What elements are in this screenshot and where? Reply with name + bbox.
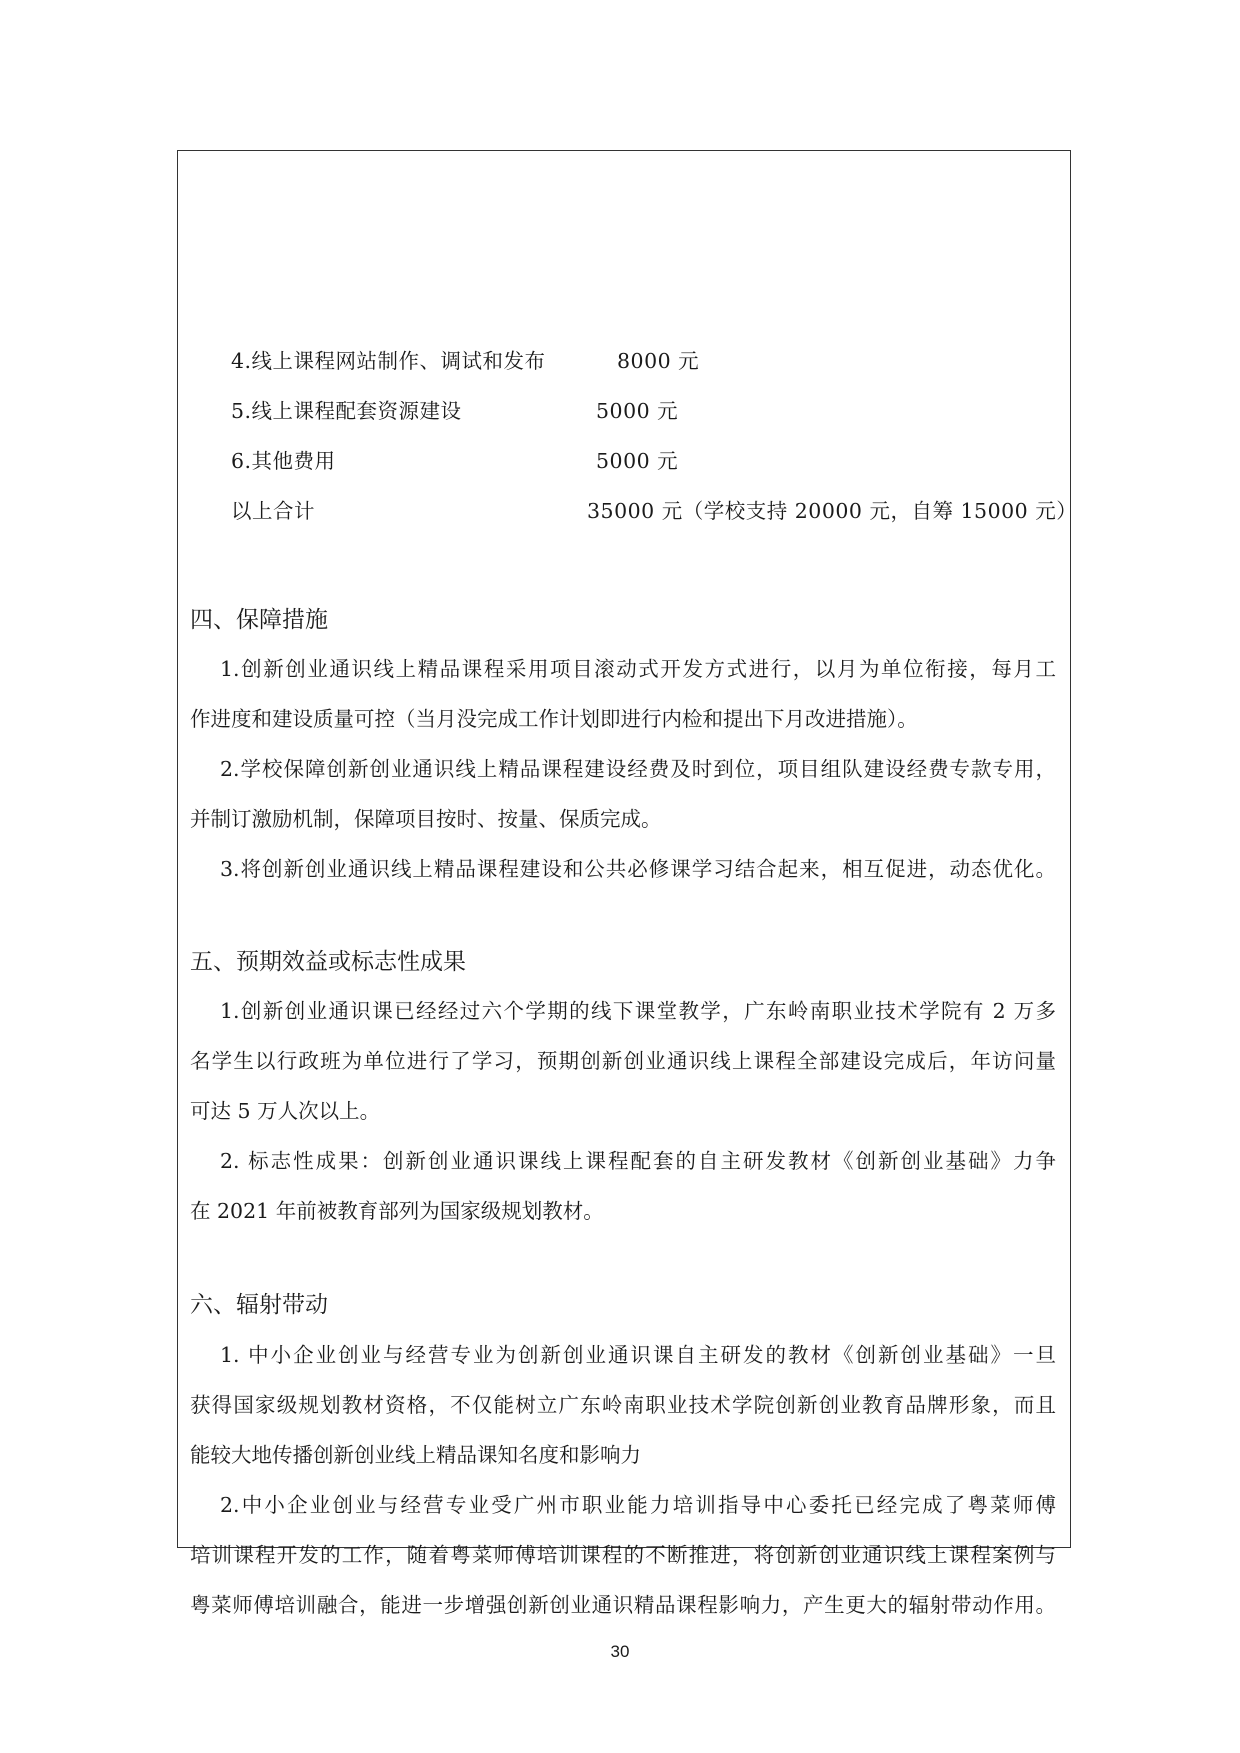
paragraph-line: 在 2021 年前被教育部列为国家级规划教材。 bbox=[190, 1199, 604, 1223]
paragraph-line: 可达 5 万人次以上。 bbox=[190, 1099, 381, 1123]
budget-item-label: 4.线上课程网站制作、调试和发布 bbox=[231, 349, 546, 373]
page-number: 30 bbox=[610, 1642, 630, 1661]
paragraph-line: 3.将创新创业通识线上精品课程建设和公共必修课学习结合起来，相互促进，动态优化。 bbox=[220, 857, 1056, 881]
section-heading-radiation: 六、辐射带动 bbox=[190, 1292, 328, 1318]
budget-total-amount: 35000 元（学校支持 20000 元，自筹 15000 元） bbox=[587, 499, 1078, 523]
budget-item-amount: 8000 元 bbox=[617, 349, 700, 373]
section-heading-safeguards: 四、保障措施 bbox=[190, 607, 328, 633]
paragraph-line: 粤菜师傅培训融合，能进一步增强创新创业通识精品课程影响力，产生更大的辐射带动作用。 bbox=[190, 1593, 1056, 1617]
paragraph-line: 并制订激励机制，保障项目按时、按量、保质完成。 bbox=[190, 807, 662, 831]
budget-item-amount: 5000 元 bbox=[596, 399, 679, 423]
paragraph-line: 2. 标志性成果：创新创业通识课线上课程配套的自主研发教材《创新创业基础》力争 bbox=[220, 1149, 1056, 1173]
budget-item-label: 6.其他费用 bbox=[231, 449, 336, 473]
paragraph-line: 培训课程开发的工作，随着粤菜师傅培训课程的不断推进，将创新创业通识线上课程案例与 bbox=[190, 1543, 1056, 1567]
paragraph-line: 作进度和建设质量可控（当月没完成工作计划即进行内检和提出下月改进措施）。 bbox=[190, 707, 918, 731]
paragraph-line: 名学生以行政班为单位进行了学习，预期创新创业通识线上课程全部建设完成后，年访问量 bbox=[190, 1049, 1056, 1073]
paragraph-line: 2.学校保障创新创业通识线上精品课程建设经费及时到位，项目组队建设经费专款专用， bbox=[220, 757, 1056, 781]
document-frame bbox=[177, 150, 1078, 1617]
budget-item-amount: 5000 元 bbox=[596, 449, 679, 473]
budget-total-label: 以上合计 bbox=[231, 499, 315, 523]
section-heading-expected-results: 五、预期效益或标志性成果 bbox=[190, 949, 466, 975]
paragraph-line: 1.创新创业通识课已经经过六个学期的线下课堂教学，广东岭南职业技术学院有 2 万多 bbox=[220, 999, 1056, 1023]
paragraph-line: 能较大地传播创新创业线上精品课知名度和影响力 bbox=[190, 1443, 641, 1467]
paragraph-line: 1. 中小企业创业与经营专业为创新创业通识课自主研发的教材《创新创业基础》一旦 bbox=[220, 1343, 1056, 1367]
paragraph-line: 获得国家级规划教材资格，不仅能树立广东岭南职业技术学院创新创业教育品牌形象，而且 bbox=[190, 1393, 1056, 1417]
paragraph-line: 1.创新创业通识线上精品课程采用项目滚动式开发方式进行，以月为单位衔接，每月工 bbox=[220, 657, 1056, 681]
budget-item-label: 5.线上课程配套资源建设 bbox=[231, 399, 462, 423]
paragraph-line: 2.中小企业创业与经营专业受广州市职业能力培训指导中心委托已经完成了粤菜师傅 bbox=[220, 1493, 1056, 1517]
